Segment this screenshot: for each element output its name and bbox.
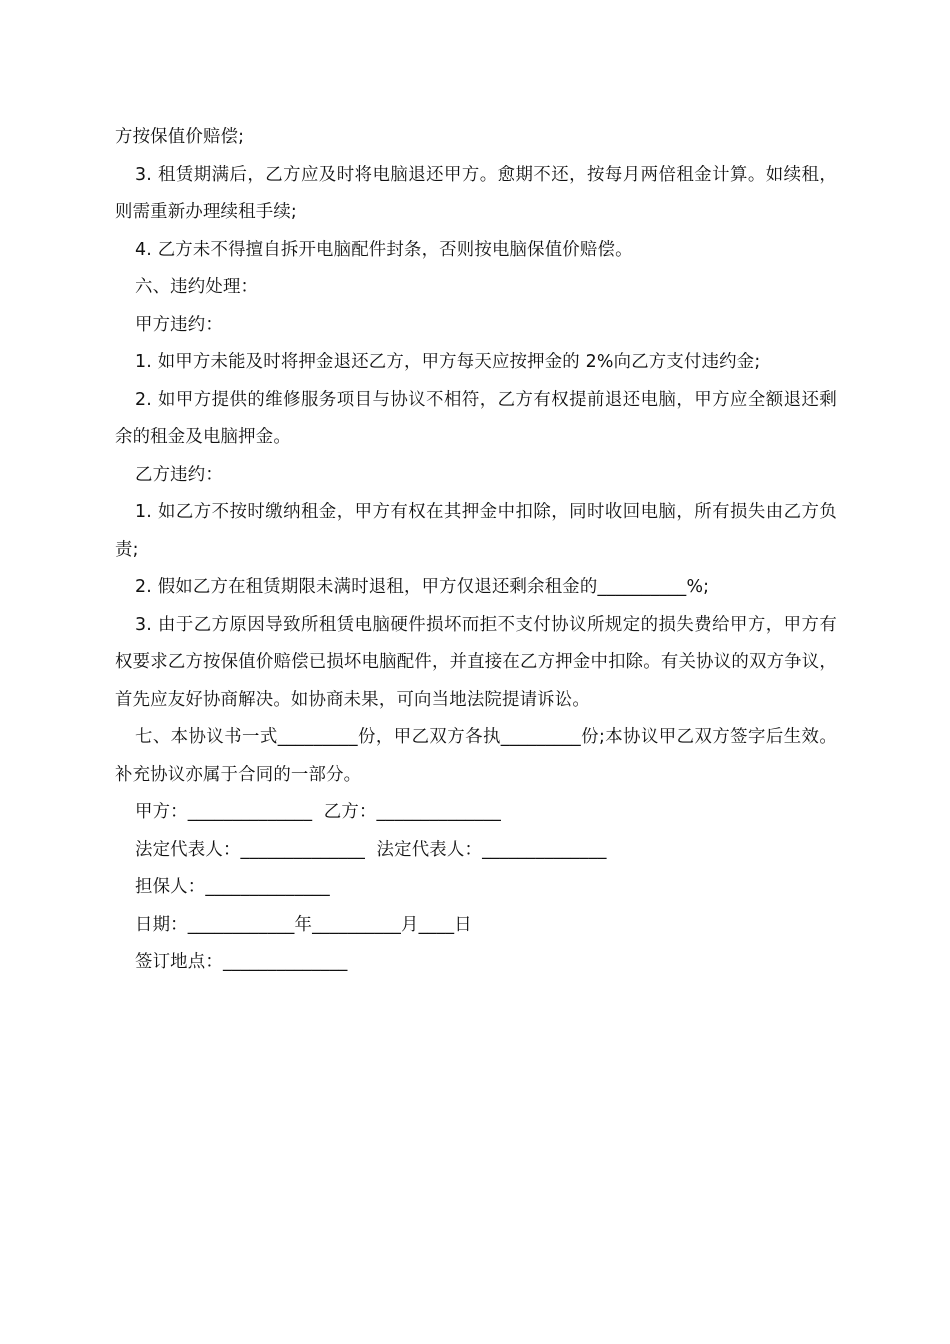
signature-line-representatives: 法定代表人：______________ 法定代表人：______________ <box>135 839 607 860</box>
paragraph-party-b-breach-2: 2. 假如乙方在租赁期限未满时退租，甲方仅退还剩余租金的__________%; <box>135 577 710 597</box>
section-heading-breach: 六、违约处理： <box>135 277 259 297</box>
section-heading-copies: 七、本协议书一式_________份，甲乙双方各执_________份;本协议甲乙双方签字后生效。补充协议亦属于合同的一部分。 <box>115 727 837 785</box>
subheading-party-b-breach: 乙方违约： <box>135 464 223 485</box>
paragraph-party-b-breach-1: 1. 如乙方不按时缴纳租金，甲方有权在其押金中扣除，同时收回电脑，所有损失由乙方负责; <box>115 502 837 560</box>
paragraph-compensation-tail: 方按保值价赔偿; <box>115 127 245 147</box>
paragraph-seal-rule: 4. 乙方未不得擅自拆开电脑配件封条，否则按电脑保值价赔偿。 <box>135 239 633 260</box>
paragraph-party-a-breach-1: 1. 如甲方未能及时将押金退还乙方，甲方每天应按押金的 2%向乙方支付违约金; <box>135 352 761 372</box>
signature-line-place: 签订地点：______________ <box>135 952 348 972</box>
paragraph-party-a-breach-2: 2. 如甲方提供的维修服务项目与协议不相符，乙方有权提前退还电脑，甲方应全额退还剩余的租金及电脑押金。 <box>115 389 837 447</box>
paragraph-lease-expiry: 3. 租赁期满后，乙方应及时将电脑退还甲方。愈期不还，按每月两倍租金计算。如续租，则需重新办理续租手续; <box>115 164 837 222</box>
subheading-party-a-breach: 甲方违约： <box>135 314 223 335</box>
signature-line-date: 日期：____________年__________月____日 <box>135 914 472 935</box>
document-body <box>115 119 837 982</box>
signature-line-guarantor: 担保人：______________ <box>135 877 330 897</box>
paragraph-party-b-breach-3: 3. 由于乙方原因导致所租赁电脑硬件损坏而拒不支付协议所规定的损失费给甲方，甲方有权要求乙方按保值价赔偿已损坏电脑配件，并直接在乙方押金中扣除。有关协议的双方争议，首先应友好协商解决。如协商未果，可向当地法院提请诉讼。 <box>115 614 837 710</box>
signature-line-parties: 甲方：______________ 乙方：______________ <box>135 802 502 822</box>
